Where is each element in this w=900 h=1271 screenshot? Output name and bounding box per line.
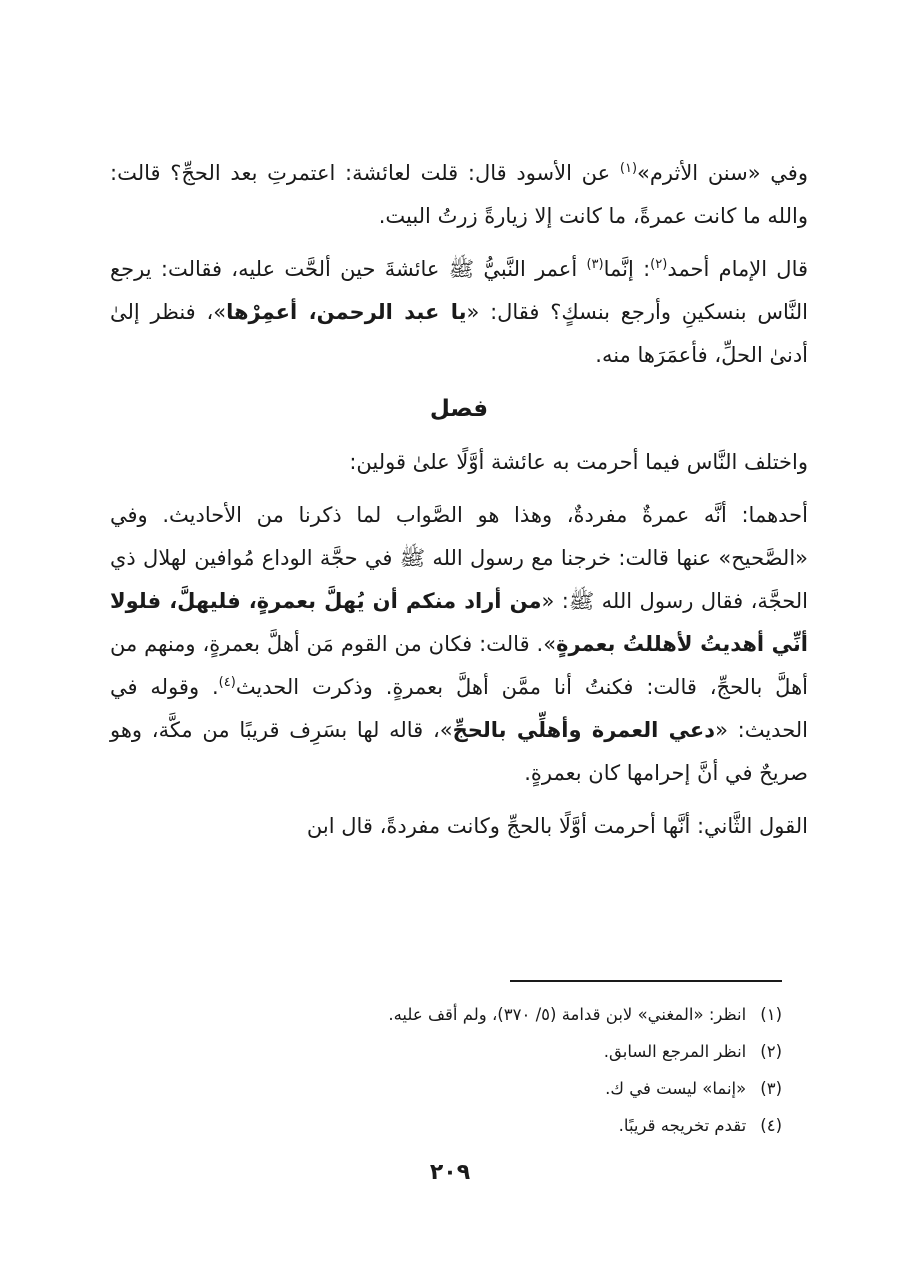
text-run: أحدهما: أنَّه عمرةٌ مفردةٌ، وهذا هو الصَّواب لما ذكرنا من الأحاديث. وفي «الصَّحيح» عنها قالت: خرجنا مع رسول الله ﷺ في حجَّة الوداع مُوافين لهلال ذي الحجَّة، فقال رسول الله ﷺ: « xyxy=(110,503,808,613)
text-run: »، قاله لها بسَرِف قريبًا من مكَّة، وهو صريحٌ في أنَّ إحرامها كان بعمرةٍ. xyxy=(110,718,808,785)
footnote-2 xyxy=(110,1033,782,1070)
text-run: »، فنظر إلىٰ أدنىٰ الحلِّ، فأعمَرَها منه. xyxy=(110,300,808,367)
text-run: . وقوله في الحديث: « xyxy=(110,675,808,742)
text-run: وفي «سنن الأثرم» xyxy=(637,161,808,185)
paragraph-1 xyxy=(110,152,808,238)
footnote-4 xyxy=(110,1107,782,1144)
hadith-quote: يا عبد الرحمن، أعمِرْها xyxy=(226,300,467,324)
text-run: قال الإمام أحمد xyxy=(667,257,809,281)
section-heading: فصل xyxy=(429,396,489,422)
text-run: ». قالت: فكان من القوم مَن أهلَّ بعمرةٍ، ومنهم من أهلَّ بالحجِّ، قالت: فكنتُ أنا ممَّن أهلَّ بعمرةٍ. وذكرت الحديث xyxy=(110,632,808,699)
footnote-number: (٣) xyxy=(760,1079,782,1098)
paragraph-2 xyxy=(110,248,808,377)
footnote-ref[interactable]: (٣) xyxy=(586,257,604,272)
hadith-quote: من أراد منكم أن يُهلَّ بعمرةٍ، فليهلَّ، فلولا أنِّي أهديتُ لأهللتُ بعمرةٍ xyxy=(110,589,808,656)
paragraph-4 xyxy=(110,494,808,795)
footnote-3 xyxy=(110,1070,782,1107)
footnote-ref[interactable]: (٢) xyxy=(650,257,668,272)
text-run: عن الأسود قال: قلت لعائشة: اعتمرتِ بعد الحجِّ؟ قالت: والله ما كانت عمرةً، ما كانت إلا زيارةً زرتُ البيت. xyxy=(110,161,808,228)
paragraph-3: واختلف النَّاس فيما أحرمت به عائشة أوَّلًا علىٰ قولين: xyxy=(349,450,808,474)
main-text xyxy=(110,152,808,858)
footnote-text: انظر المرجع السابق. xyxy=(603,1042,747,1061)
footnote-1 xyxy=(110,996,782,1033)
footnote-number: (١) xyxy=(760,1005,782,1024)
footnote-ref[interactable]: (١) xyxy=(619,161,638,176)
text-run: : إنَّما xyxy=(603,257,651,281)
footnote-text: انظر: «المغني» لابن قدامة (٥/ ٣٧٠)، ولم أقف عليه. xyxy=(388,1005,747,1024)
footnote-number: (٢) xyxy=(760,1042,782,1061)
footnote-ref[interactable]: (٤) xyxy=(218,675,236,690)
footnote-divider xyxy=(510,980,782,982)
text-run: أعمر النَّبيُّ ﷺ عائشةَ حين ألحَّت عليه، فقالت: يرجع النَّاس بنسكينِ وأرجع بنسكٍ؟ فقال: « xyxy=(110,257,808,324)
footnote-text: «إنما» ليست في ك. xyxy=(605,1079,747,1098)
page-number: ٢٠٩ xyxy=(429,1160,471,1185)
footnote-text: تقدم تخريجه قريبًا. xyxy=(618,1116,747,1135)
paragraph-5: القول الثَّاني: أنَّها أحرمت أوَّلًا بالحجِّ وكانت مفردةً، قال ابن xyxy=(306,814,808,838)
hadith-quote: دعي العمرة وأهلِّي بالحجِّ xyxy=(452,718,716,742)
footnotes xyxy=(110,996,782,1144)
footnote-number: (٤) xyxy=(760,1116,782,1135)
